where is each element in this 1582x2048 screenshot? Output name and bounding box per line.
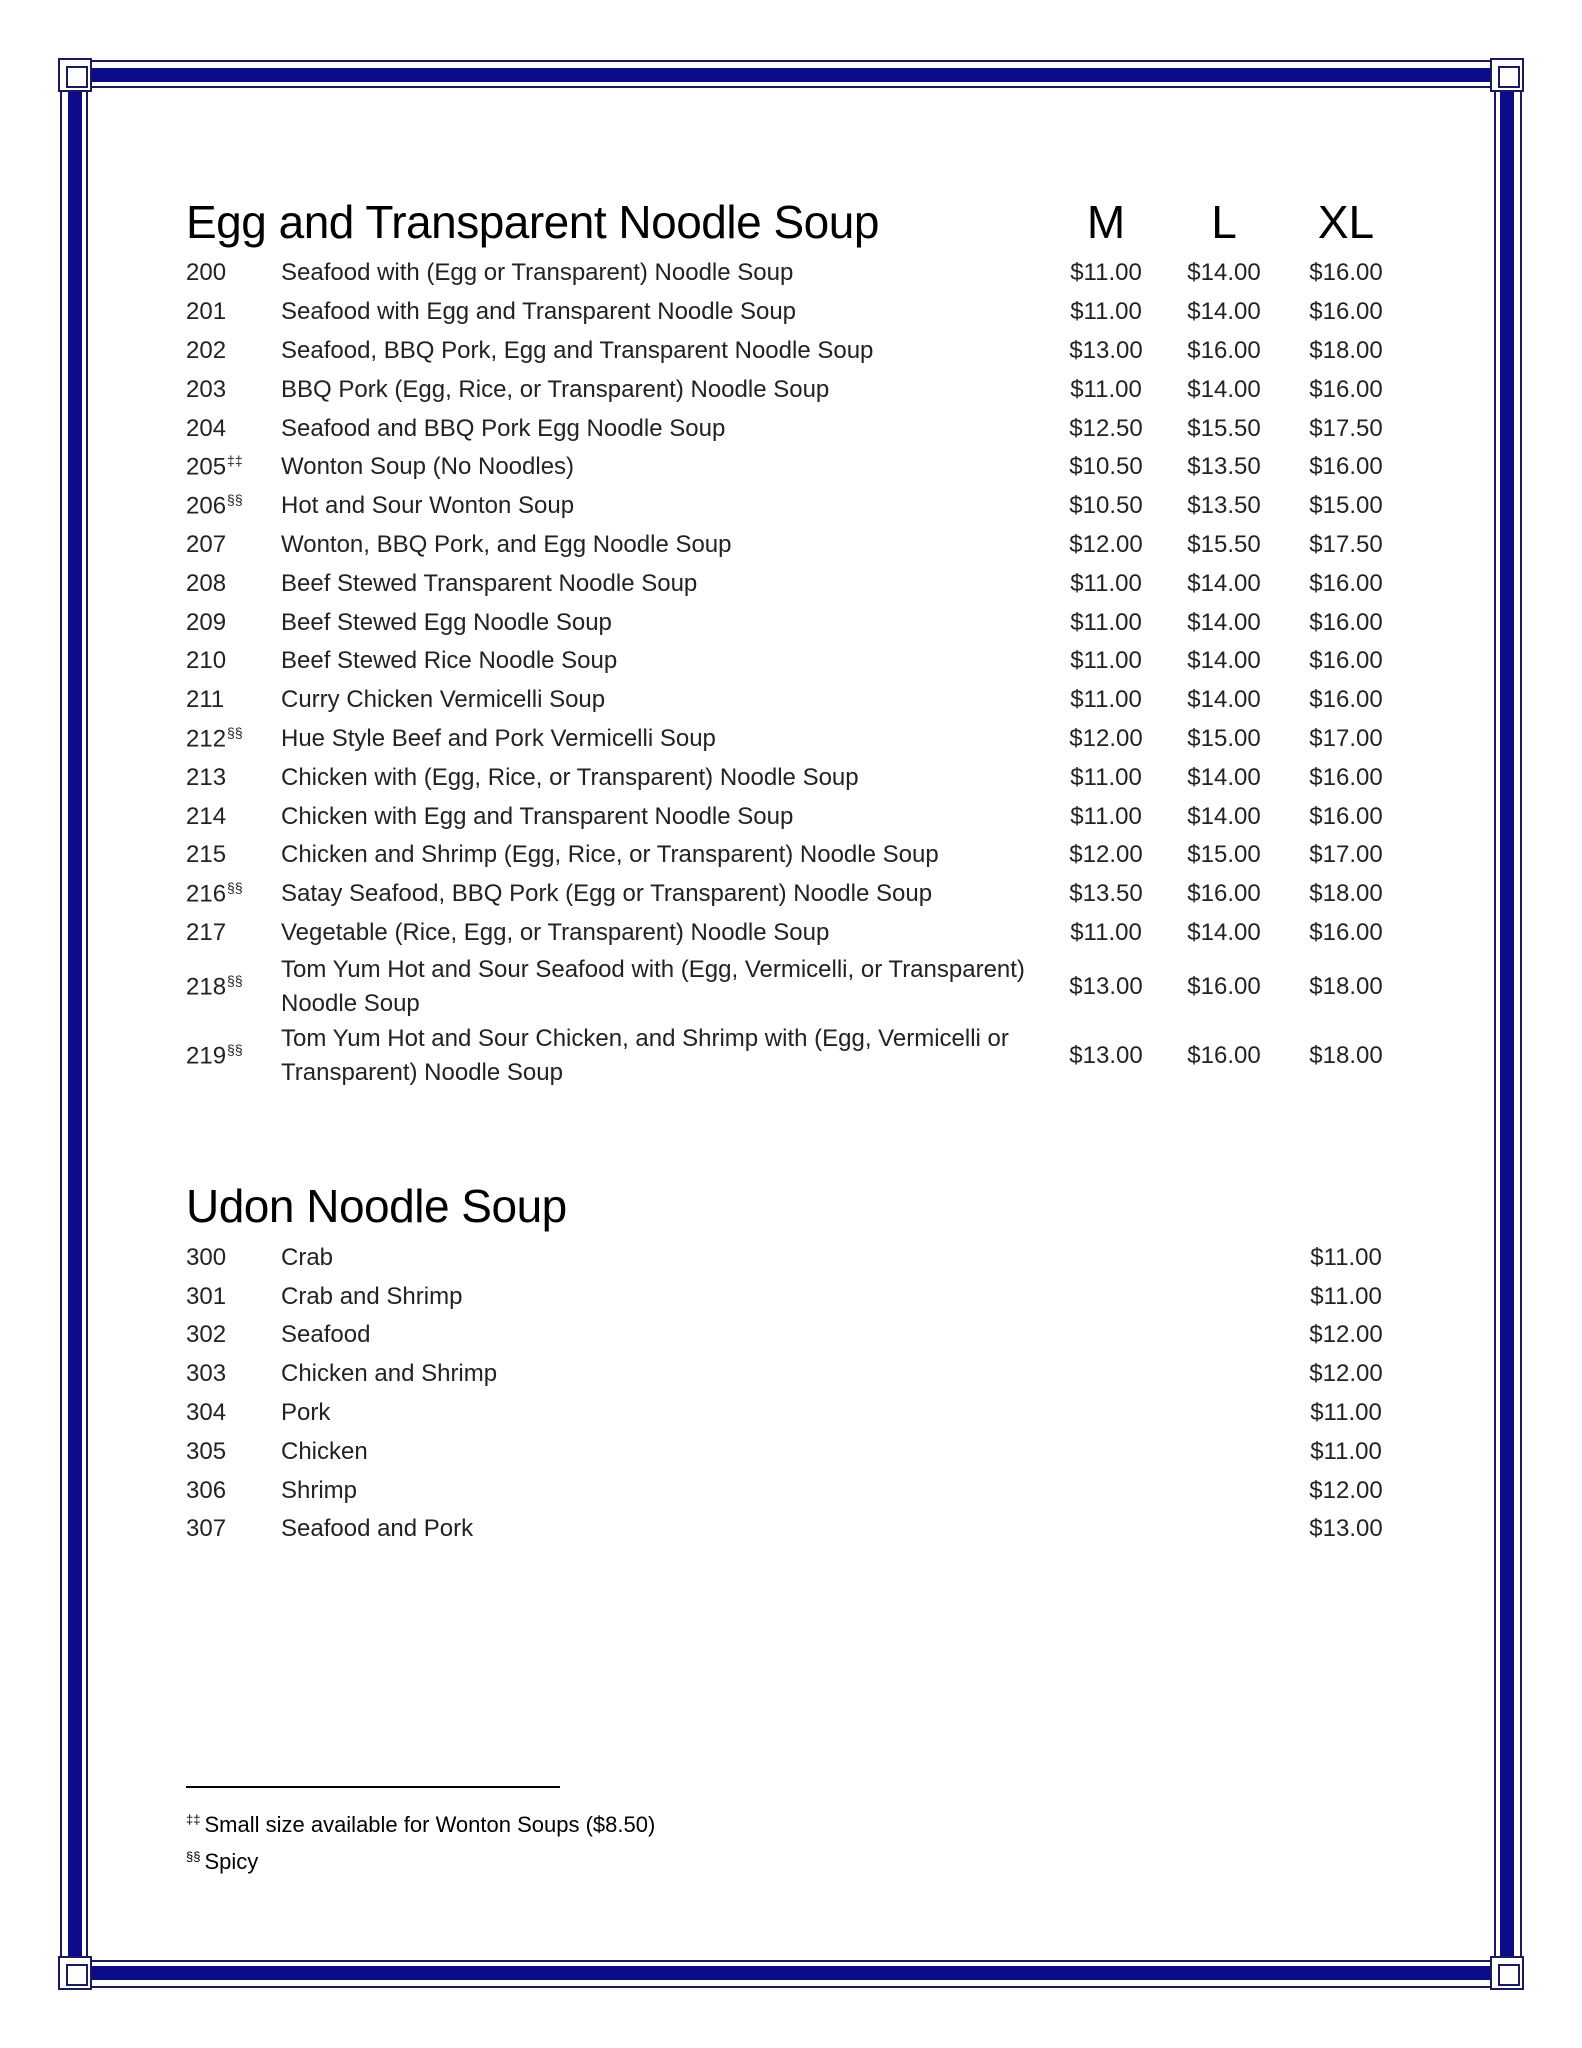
- price-l: $15.00: [1187, 841, 1261, 869]
- item-number-text: 214: [186, 802, 227, 830]
- menu-item-row: [186, 448, 1396, 487]
- price-l: $16.00: [1187, 336, 1261, 364]
- price-l: $14.00: [1187, 608, 1261, 636]
- item-mark: §§: [227, 724, 243, 741]
- item-number: [186, 686, 280, 714]
- menu-item-row: [186, 720, 1396, 759]
- item-number: [186, 803, 280, 831]
- item-description: Seafood and BBQ Pork Egg Noodle Soup: [281, 414, 726, 442]
- egg-section-header: [186, 190, 1396, 254]
- footnote-text: Small size available for Wonton Soups ($8.50): [204, 1812, 656, 1837]
- item-price: $11.00: [1310, 1243, 1382, 1271]
- menu-item-row: [186, 603, 1396, 642]
- item-description: Beef Stewed Transparent Noodle Soup: [281, 569, 698, 597]
- corner-ornament-top-right: [1490, 58, 1524, 92]
- item-number-text: 203: [186, 375, 227, 403]
- price-l: $16.00: [1187, 1041, 1261, 1069]
- item-number: 302: [186, 1321, 227, 1349]
- price-l: $15.50: [1187, 414, 1261, 442]
- menu-item-row: [186, 758, 1396, 797]
- price-xl: $18.00: [1309, 972, 1383, 1000]
- item-description: Seafood and Pork: [281, 1515, 474, 1543]
- footnotes: [186, 1804, 655, 1878]
- corner-ornament-bottom-left: [58, 1956, 92, 1990]
- item-number-text: 218: [186, 973, 227, 1001]
- item-number-text: 216: [186, 880, 227, 908]
- price-xl: $16.00: [1309, 686, 1383, 714]
- menu-item-row: [186, 293, 1396, 332]
- price-l: $16.00: [1187, 972, 1261, 1000]
- price-xl: $17.00: [1309, 724, 1383, 752]
- footnote-text: Spicy: [204, 1849, 259, 1874]
- item-description: BBQ Pork (Egg, Rice, or Transparent) Noodle Soup: [281, 375, 830, 403]
- item-number-text: 212: [186, 725, 227, 753]
- item-number: [186, 376, 280, 404]
- price-l: $14.00: [1187, 686, 1261, 714]
- item-number: [186, 724, 280, 753]
- price-xl: $16.00: [1309, 608, 1383, 636]
- corner-ornament-bottom-right: [1490, 1956, 1524, 1990]
- price-xl: $16.00: [1309, 763, 1383, 791]
- menu-item-row: [186, 1316, 1396, 1355]
- menu-item-row: [186, 370, 1396, 409]
- item-number: [186, 880, 280, 909]
- item-description: Seafood: [281, 1321, 371, 1349]
- item-description: Wonton Soup (No Noodles): [281, 453, 575, 481]
- item-number-text: 213: [186, 763, 227, 791]
- item-number: 305: [186, 1437, 227, 1465]
- price-xl: $17.00: [1309, 841, 1383, 869]
- item-price: $13.00: [1309, 1515, 1383, 1543]
- item-number-text: 211: [186, 686, 225, 714]
- price-l: $13.50: [1187, 453, 1261, 481]
- price-m: $10.50: [1069, 492, 1143, 520]
- item-price: $12.00: [1309, 1476, 1383, 1504]
- item-number: [186, 337, 280, 365]
- item-description: Hue Style Beef and Pork Vermicelli Soup: [281, 724, 716, 752]
- item-price: $12.00: [1309, 1321, 1383, 1349]
- price-m: $10.50: [1069, 453, 1143, 481]
- price-xl: $16.00: [1309, 298, 1383, 326]
- price-xl: $16.00: [1309, 802, 1383, 830]
- item-mark: §§: [227, 972, 243, 989]
- item-number: [186, 972, 280, 1001]
- item-number: [186, 453, 280, 482]
- section-title: Udon Noodle Soup: [186, 1180, 567, 1233]
- item-number: [186, 259, 280, 287]
- size-label-xl: XL: [1317, 196, 1375, 248]
- price-m: $12.50: [1069, 414, 1143, 442]
- item-number: 303: [186, 1360, 227, 1388]
- corner-ornament-top-left: [58, 58, 92, 92]
- price-m: $11.00: [1070, 259, 1142, 287]
- item-number: [186, 570, 280, 598]
- menu-item-row: [186, 797, 1396, 836]
- item-number-text: 206: [186, 492, 227, 520]
- price-l: $14.00: [1187, 569, 1261, 597]
- item-number: [186, 919, 280, 947]
- price-l: $15.00: [1187, 724, 1261, 752]
- price-l: $14.00: [1187, 802, 1261, 830]
- item-number: [186, 841, 280, 869]
- item-mark: §§: [227, 879, 243, 896]
- menu-item-row: [186, 409, 1396, 448]
- price-xl: $18.00: [1309, 1041, 1383, 1069]
- price-m: $11.00: [1070, 298, 1142, 326]
- item-description: Tom Yum Hot and Sour Chicken, and Shrimp with (Egg, Vermicelli or Transparent) Noodle Soup: [281, 1024, 1009, 1086]
- item-number: 307: [186, 1515, 227, 1543]
- menu-item-row: [186, 681, 1396, 720]
- menu-item-row: [186, 914, 1396, 953]
- item-number-text: 201: [186, 298, 227, 326]
- item-number: 306: [186, 1476, 227, 1504]
- item-description: Pork: [281, 1398, 331, 1426]
- item-price: $11.00: [1310, 1282, 1382, 1310]
- item-description: Beef Stewed Egg Noodle Soup: [281, 608, 612, 636]
- item-number-text: 210: [186, 647, 227, 675]
- item-number: 304: [186, 1398, 227, 1426]
- price-xl: $16.00: [1309, 259, 1383, 287]
- item-number: [186, 415, 280, 443]
- footnote-item: [186, 1804, 655, 1841]
- menu-content: [186, 190, 1396, 1549]
- menu-item-row: [186, 1021, 1396, 1090]
- price-m: $13.00: [1069, 1041, 1143, 1069]
- item-number: 301: [186, 1282, 227, 1310]
- item-price: $12.00: [1309, 1360, 1383, 1388]
- price-m: $11.00: [1070, 569, 1142, 597]
- price-l: $13.50: [1187, 492, 1261, 520]
- item-number: [186, 298, 280, 326]
- item-number-text: 215: [186, 841, 227, 869]
- item-description: Crab and Shrimp: [281, 1282, 463, 1310]
- price-l: $16.00: [1187, 880, 1261, 908]
- item-price: $11.00: [1310, 1437, 1382, 1465]
- price-l: $15.50: [1187, 530, 1261, 558]
- price-xl: $16.00: [1309, 453, 1383, 481]
- menu-item-row: [186, 487, 1396, 526]
- item-description: Shrimp: [281, 1476, 358, 1504]
- item-description: Seafood with Egg and Transparent Noodle Soup: [281, 298, 797, 326]
- price-m: $11.00: [1070, 608, 1142, 636]
- price-l: $14.00: [1187, 298, 1261, 326]
- menu-item-row: [186, 1471, 1396, 1510]
- item-description: Crab: [281, 1243, 334, 1271]
- price-m: $13.00: [1069, 336, 1143, 364]
- item-description: Chicken and Shrimp (Egg, Rice, or Transparent) Noodle Soup: [281, 841, 939, 869]
- item-description: Hot and Sour Wonton Soup: [281, 492, 575, 520]
- price-m: $12.00: [1069, 530, 1143, 558]
- item-number-text: 204: [186, 414, 227, 442]
- price-xl: $18.00: [1309, 336, 1383, 364]
- menu-item-row: [186, 1355, 1396, 1394]
- item-number: 300: [186, 1243, 227, 1271]
- menu-item-row: [186, 1238, 1396, 1277]
- price-xl: $17.50: [1309, 530, 1383, 558]
- price-m: $11.00: [1070, 375, 1142, 403]
- item-description: Beef Stewed Rice Noodle Soup: [281, 647, 618, 675]
- footnote-mark: §§: [186, 1849, 201, 1864]
- item-number-text: 205: [186, 453, 227, 481]
- item-description: Vegetable (Rice, Egg, or Transparent) Noodle Soup: [281, 918, 830, 946]
- item-number-text: 202: [186, 336, 227, 364]
- item-number-text: 208: [186, 569, 227, 597]
- footnote-divider: [186, 1786, 560, 1788]
- menu-item-row: [186, 952, 1396, 1021]
- price-m: $13.50: [1069, 880, 1143, 908]
- price-m: $11.00: [1070, 802, 1142, 830]
- item-description: Chicken with (Egg, Rice, or Transparent) Noodle Soup: [281, 763, 859, 791]
- item-mark: ‡‡: [227, 452, 243, 469]
- item-number-text: 207: [186, 530, 227, 558]
- price-xl: $17.50: [1309, 414, 1383, 442]
- size-label-l: L: [1211, 196, 1237, 248]
- price-m: $11.00: [1070, 763, 1142, 791]
- udon-section-header: [186, 1174, 1396, 1238]
- price-xl: $16.00: [1309, 569, 1383, 597]
- item-description: Curry Chicken Vermicelli Soup: [281, 686, 606, 714]
- menu-item-row: [186, 564, 1396, 603]
- price-m: $12.00: [1069, 841, 1143, 869]
- price-xl: $18.00: [1309, 880, 1383, 908]
- item-description: Chicken with Egg and Transparent Noodle Soup: [281, 802, 794, 830]
- item-number: [186, 764, 280, 792]
- price-l: $14.00: [1187, 918, 1261, 946]
- menu-item-row: [186, 836, 1396, 875]
- price-m: $11.00: [1070, 686, 1142, 714]
- price-l: $14.00: [1187, 647, 1261, 675]
- menu-item-row: [186, 332, 1396, 371]
- price-xl: $16.00: [1309, 647, 1383, 675]
- menu-item-row: [186, 1277, 1396, 1316]
- price-m: $11.00: [1070, 647, 1142, 675]
- item-description: Seafood, BBQ Pork, Egg and Transparent Noodle Soup: [281, 336, 874, 364]
- size-label-m: M: [1086, 196, 1126, 248]
- price-l: $14.00: [1187, 375, 1261, 403]
- price-m: $11.00: [1070, 918, 1142, 946]
- item-description: Satay Seafood, BBQ Pork (Egg or Transparent) Noodle Soup: [281, 880, 933, 908]
- item-number: [186, 609, 280, 637]
- price-l: $14.00: [1187, 259, 1261, 287]
- item-mark: §§: [227, 1041, 243, 1058]
- price-l: $14.00: [1187, 763, 1261, 791]
- item-number: [186, 492, 280, 521]
- udon-noodle-list: [186, 1238, 1396, 1548]
- item-number-text: 200: [186, 259, 227, 287]
- item-mark: §§: [227, 491, 243, 508]
- menu-item-row: [186, 875, 1396, 914]
- item-description: Chicken and Shrimp: [281, 1360, 498, 1388]
- item-number-text: 219: [186, 1042, 227, 1070]
- footnote-mark: ‡‡: [186, 1812, 201, 1827]
- price-m: $13.00: [1069, 972, 1143, 1000]
- menu-item-row: [186, 254, 1396, 293]
- item-number: [186, 1041, 280, 1070]
- price-xl: $16.00: [1309, 375, 1383, 403]
- menu-item-row: [186, 1394, 1396, 1433]
- menu-item-row: [186, 526, 1396, 565]
- footnote-item: [186, 1841, 655, 1878]
- price-xl: $15.00: [1309, 492, 1383, 520]
- menu-item-row: [186, 1432, 1396, 1471]
- price-xl: $16.00: [1309, 918, 1383, 946]
- item-price: $11.00: [1310, 1398, 1382, 1426]
- section-title: Egg and Transparent Noodle Soup: [186, 196, 879, 248]
- menu-item-row: [186, 1510, 1396, 1549]
- item-number: [186, 531, 280, 559]
- item-description: Chicken: [281, 1437, 368, 1465]
- price-m: $12.00: [1069, 724, 1143, 752]
- item-number-text: 209: [186, 608, 227, 636]
- menu-item-row: [186, 642, 1396, 681]
- item-description: Wonton, BBQ Pork, and Egg Noodle Soup: [281, 530, 732, 558]
- item-description: Tom Yum Hot and Sour Seafood with (Egg, Vermicelli, or Transparent) Noodle Soup: [281, 955, 1025, 1017]
- item-number: [186, 647, 280, 675]
- egg-noodle-list: [186, 254, 1396, 1090]
- item-description: Seafood with (Egg or Transparent) Noodle Soup: [281, 259, 794, 287]
- item-number-text: 217: [186, 918, 227, 946]
